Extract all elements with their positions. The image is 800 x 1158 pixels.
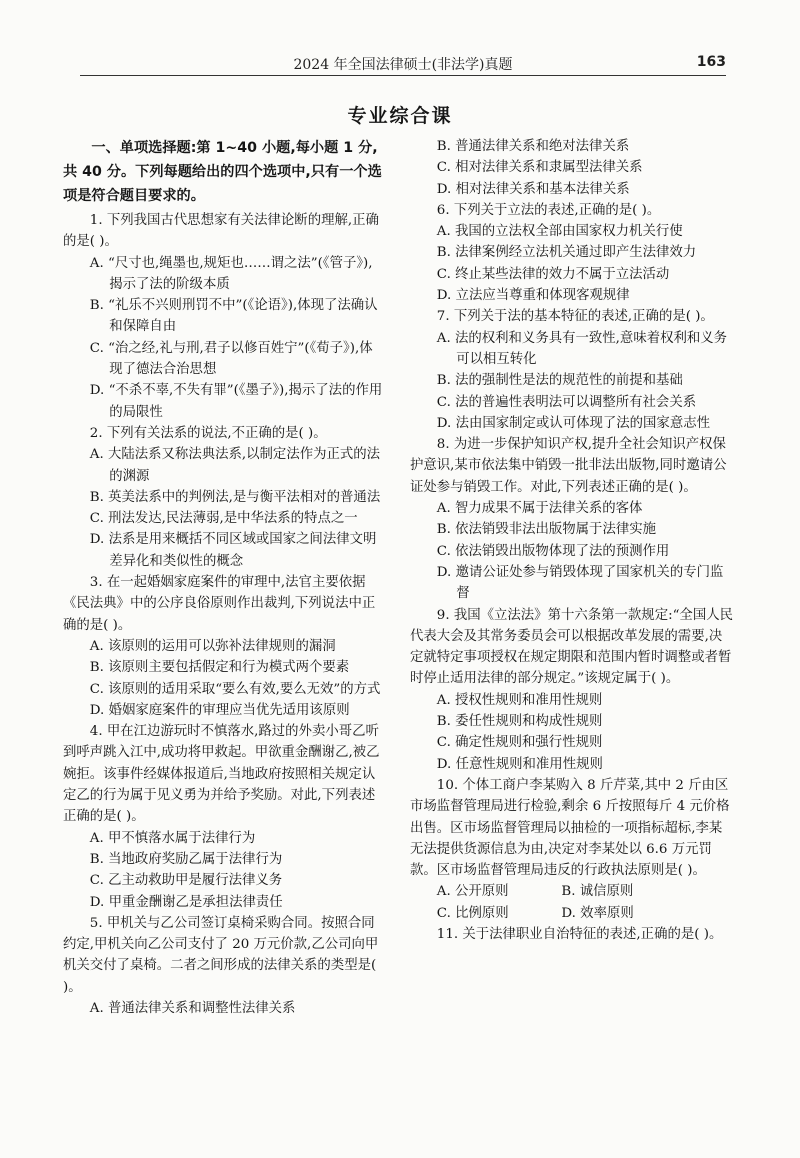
- page-number: 163: [696, 54, 726, 70]
- question-stem: 11. 关于法律职业自治特征的表述,正确的是( )。: [436, 926, 723, 942]
- answer-option: B. 依法销毁非法出版物属于法律实施: [436, 522, 657, 538]
- question-stem: 2. 下列有关法系的说法,不正确的是( )。: [89, 425, 327, 441]
- header-divider: [80, 75, 726, 76]
- answer-option: A. 大陆法系又称法典法系,以制定法作为正式的法的渊源: [89, 447, 381, 484]
- section-instructions: 一、单项选择题:第 1~40 小题,每小题 1 分,共 40 分。下列每题给出的四个选项中,只有一个选项是符合题目要求的。: [63, 140, 382, 204]
- answer-option: C. 乙主动救助甲是履行法律义务: [89, 873, 283, 889]
- answer-option: B. 英美法系中的判例法,是与衡平法相对的普通法: [89, 489, 381, 505]
- question-stem: 9. 我国《立法法》第十六条第一款规定:“全国人民代表大会及其常务委员会可以根据改革发展的需要,决定就特定事项授权在规定期限和范围内暂时调整或者暂时停止适用法律的部分规定。”该规定属于( )。: [410, 607, 733, 687]
- answer-option: D. 邀请公证处参与销毁体现了国家机关的专门监督: [436, 564, 724, 602]
- answer-option: B. 诚信原则: [561, 884, 634, 900]
- question-stem: 6. 下列关于立法的表述,正确的是( )。: [436, 202, 661, 218]
- answer-option: C. 确定性规则和强行性规则: [436, 735, 603, 751]
- question-stem: 4. 甲在江边游玩时不慎落水,路过的外卖小哥乙听到呼声跳入江中,成功将甲救起。甲欲重金酬谢乙,被乙婉拒。该事件经媒体报道后,当地政府按照相关规定认定乙的行为属于见义勇为并给予奖励。对此,下列表述正确的是( )。: [63, 724, 380, 825]
- answer-option: D. 立法应当尊重和体现客观规律: [436, 288, 630, 304]
- question-stem: 5. 甲机关与乙公司签订桌椅采购合同。按照合同约定,甲机关向乙公司支付了 20 万元价款,乙公司向甲机关交付了桌椅。二者之间形成的法律关系的类型是( )。: [63, 915, 379, 995]
- answer-option: A. 普通法律关系和调整性法律关系: [89, 1000, 296, 1016]
- answer-option: B. “礼乐不兴则刑罚不中”(《论语》),体现了法确认和保障自由: [89, 298, 378, 335]
- answer-option: A. 法的权利和义务具有一致性,意味着权利和义务可以相互转化: [436, 330, 728, 367]
- running-header: [80, 52, 726, 76]
- answer-option: B. 法的强制性是法的规范性的前提和基础: [436, 373, 683, 389]
- question-stem: 10. 个体工商户李某购入 8 斤芹菜,其中 2 斤由区市场监督管理局进行检验,剩余 6 斤按照每斤 4 元价格出售。区市场监督管理局以抽检的一项指标超标,李某无法提供货源信息为由,决定对李某处以 6.6 万元罚款。区市场监督管理局违反的行政执法原则是( )。: [410, 777, 730, 879]
- answer-option: D. “不杀不辜,不失有罪”(《墨子》),揭示了法的作用的局限性: [89, 383, 383, 420]
- answer-option: B. 当地政府奖励乙属于法律行为: [89, 851, 283, 867]
- answer-option: B. 普通法律关系和绝对法律关系: [436, 139, 630, 154]
- answer-option: C. 终止某些法律的效力不属于立法活动: [436, 266, 670, 282]
- answer-option: D. 婚姻家庭案件的审理应当优先适用该原则: [89, 702, 350, 718]
- answer-option: C. 相对法律关系和隶属型法律关系: [436, 160, 643, 176]
- question-stem: 1. 下列我国古代思想家有关法律论断的理解,正确的是( )。: [63, 213, 379, 250]
- answer-option: D. 法系是用来概括不同区域或国家之间法律文明差异化和类似性的概念: [89, 532, 377, 569]
- answer-option: A. 我国的立法权全部由国家权力机关行使: [436, 224, 683, 240]
- answer-option: A. 授权性规则和准用性规则: [436, 692, 603, 708]
- question-stem: 3. 在一起婚姻家庭案件的审理中,法官主要依据《民法典》中的公序良俗原则作出裁判,下列说法中正确的是( )。: [63, 575, 376, 633]
- answer-option: B. 法律案例经立法机关通过即产生法律效力: [436, 245, 697, 261]
- answer-option: B. 该原则主要包括假定和行为模式两个要素: [89, 660, 350, 676]
- answer-option: A. “尺寸也,绳墨也,规矩也……谓之法”(《管子》),揭示了法的阶级本质: [89, 255, 373, 292]
- answer-option: A. 甲不慎落水属于法律行为: [89, 830, 256, 846]
- answer-option: C. 法的普遍性表明法可以调整所有社会关系: [436, 394, 697, 410]
- section-title: 专业综合课: [347, 105, 453, 127]
- answer-option: A. 公开原则: [436, 884, 509, 900]
- answer-option: D. 法由国家制定或认可体现了法的国家意志性: [436, 415, 710, 431]
- answer-option: C. 依法销毁出版物体现了法的预测作用: [436, 543, 670, 559]
- option-row: [437, 881, 733, 902]
- answer-option: A. 智力成果不属于法律关系的客体: [436, 501, 643, 517]
- answer-option: C. 比例原则: [436, 905, 509, 921]
- right-column: [410, 136, 733, 945]
- answer-option: C. 该原则的适用采取“要么有效,要么无效”的方式: [89, 681, 381, 697]
- left-column: [63, 136, 385, 1019]
- answer-option: B. 委任性规则和构成性规则: [436, 714, 603, 730]
- question-stem: 7. 下列关于法的基本特征的表述,正确的是( )。: [436, 309, 714, 325]
- answer-option: C. “治之经,礼与刑,君子以修百姓宁”(《荀子》),体现了德法合治思想: [89, 340, 373, 378]
- answer-option: D. 相对法律关系和基本法律关系: [436, 181, 630, 197]
- header-title: 2024 年全国法律硕士(非法学)真题: [293, 57, 513, 73]
- question-stem: 8. 为进一步保护知识产权,提升全社会知识产权保护意识,某市依法集中销毁一批非法出版物,同时邀请公证处参与销毁工作。对此,下列表述正确的是( )。: [410, 437, 727, 495]
- answer-option: D. 甲重金酬谢乙是承担法律责任: [89, 894, 283, 910]
- answer-option: A. 该原则的运用可以弥补法律规则的漏洞: [89, 638, 336, 654]
- option-row: [437, 903, 733, 924]
- answer-option: D. 效率原则: [561, 905, 634, 921]
- answer-option: D. 任意性规则和准用性规则: [436, 756, 603, 772]
- answer-option: C. 刑法发达,民法薄弱,是中华法系的特点之一: [89, 511, 358, 527]
